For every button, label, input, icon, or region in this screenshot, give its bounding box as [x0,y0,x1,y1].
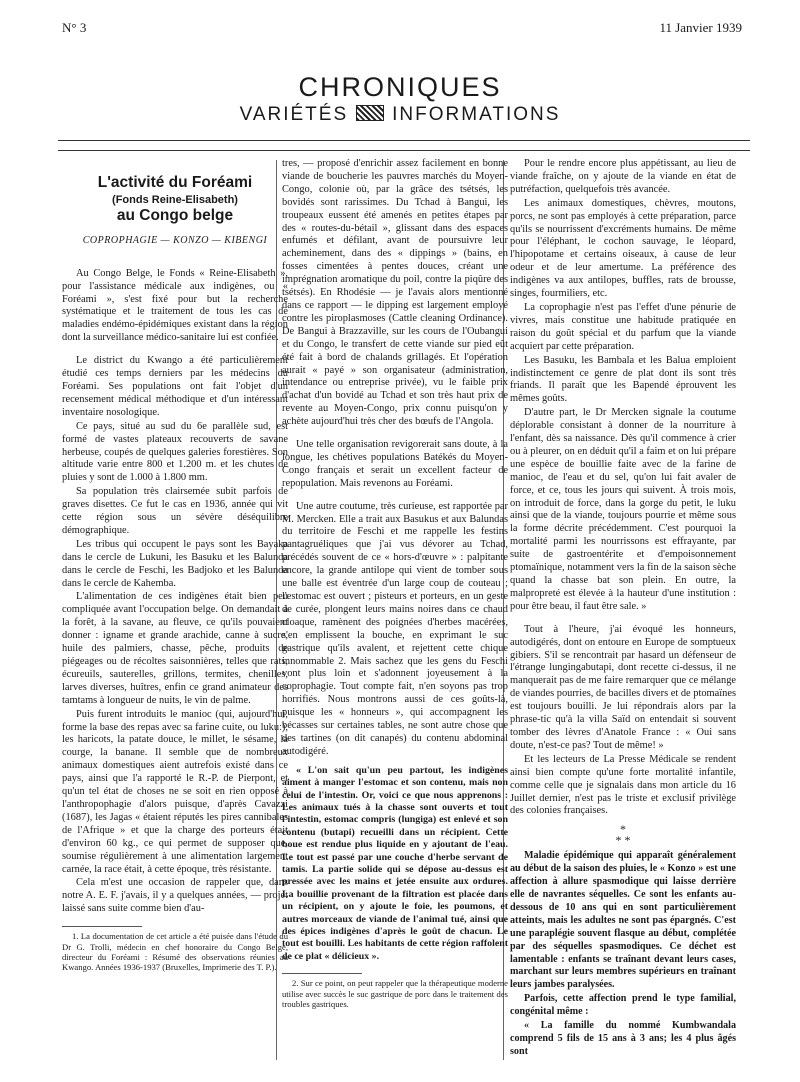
masthead-informations: INFORMATIONS [392,104,561,125]
footnote-1: 1. La documentation de cet article a été puisée dans l'étude du Dr G. Trolli, médecin en chef honoraire du Congo Belge, directeur du Foréami : Résumé des observations réunies au Kwango. Années 1936-1937 (Bruxelles, Imprimerie des T. P.). [62,931,288,973]
article-keywords: COPROPHAGIE — KONZO — KIBENGI [82,234,268,246]
masthead-emblem-icon [356,105,384,121]
paragraph: Ce pays, situé au sud du 6e parallèle sud, est formé de vastes plateaux recouverts de savane herbeuse, coupés de quelques galeries forestières. Son altitude varie entre 800 et 1.200 m. et les chutes de pluies y sont de 1.000 à 1.800 mm. [62,420,288,484]
paragraph: Le district du Kwango a été particulièrement étudié ces temps derniers par les médecins du Foréami. Ses populations ont fait l'objet d'un recensement médical méthodique et d'un intéressant inventaire nosologique. [62,355,288,418]
paragraph: Cela m'est une occasion de rappeler que, dans notre A. E. F. j'avais, il y a quelques années, — projet laissé sans suite comme bien d'au- [62,877,288,915]
section-separator: * * * [615,822,631,848]
masthead-chroniques: CHRONIQUES [298,72,502,102]
article-subtitle: (Fonds Reine-Elisabeth) [112,194,238,206]
article-location: au Congo belge [116,206,234,224]
column-2 [282,158,508,1010]
paragraph: Les animaux domestiques, chèvres, moutons, porcs, ne sont pas employés à cette préparation, parce qu'ils se nourrissent d'excréments humains. De même pour l'éléphant, le cochon sauvage, le léopard, l'hipopotame et certains oiseaux, à cause de leur odeur et de leur amertume. La préférence des indigènes va aux antilopes, buffles, rats de brousse, singes, fourmiliers, etc. [510,197,736,300]
masthead-rule-top [58,140,750,141]
issue-date: 11 Janvier 1939 [659,20,742,35]
paragraph: Puis furent introduits le manioc (qui, aujourd'hui, forme la base des repas avec sa farine cuite, ou lukuː), les haricots, la patate douce, le millet, le sésame, la courge, la banane. Il semble que de nombreux animaux domestiques aient autrefois existé dans ce pays, ainsi que l'a rapporté le R.-P. de Pierpont, et qu'un tel état de choses ne se soit en rien opposé à l'anthropophagie d'alors puisque, d'après Cavazzi (1687), les Jagas « étaient réputés les pires cannibales de l'Afrique » et que la charge des porteurs était d'environ 60 kg., ce qui permet de supposer que, soumise régulièrement à une alimentation largement carnée, la race était, à cette époque, très résistante. [62,708,288,875]
column-3 [510,158,736,1059]
quotation: « L'on sait qu'un peu partout, les indigènes aiment à manger l'estomac et son contenu, mais non celui de l'intestin. Or, voici ce que nous apprenons : Les animaux tués à la chasse sont ouverts et tout l'intestin, estomac compris (lungiga) est enlevé et son contenu (butapi) recueilli dans un récipient. Cette boue est rendue plus liquide en y ajoutant de l'eau. Le tout est passé par une couche d'herbe servant de tamis. La partie solide qui se dépose au-dessus est pressée avec les mains et jetée ensuite aux ordures. La bouillie provenant de la filtration est placée dans un récipient, on y ajoute le foie, les poumons, et autres morceaux de viande de l'animal tué, ainsi que des épices indigènes d'après le goût de chacun. Le tout est bouilli. Les habitants de cette région raffolent de ce plat « délicieux ». [282,764,508,962]
paragraph: Les Basuku, les Bambala et les Balua emploient indistinctement ce genre de plat dont ils sont très friands. Il paraît que les Bapendé éprouvent les mêmes goûts. [510,354,736,405]
paragraph: Les tribus qui occupent le pays sont les Bayaka dans le cercle de Lukuni, les Basuku et les Balunda dans le cercle de Feschi, les Badjoko et les Balunda dans le cercle de Kahemba. [62,538,288,589]
issue-number: N° 3 [62,20,87,35]
paragraph: Sa population très clairsemée subit parfois de graves disettes. Ce fut le cas en 1936, année qui vit cette région sous un sévère déséquilibre démographique. [62,486,288,536]
footnote-2: 2. Sur ce point, on peut rappeler que la thérapeutique moderne utilise avec succès le suc gastrique de porc dans le traitement des troubles gastriques. [282,978,508,1010]
paragraph: Parfois, cette affection prend le type familial, congénital même : [510,993,736,1018]
masthead-rule-bottom [58,150,750,151]
paragraph: L'alimentation de ces indigènes était bien peu compliquée avant l'occupation belge. On demandait à la forêt, à la savane, au fleuve, ce qu'ils pouvaient donner : igname et grande arachide, canne à sucre, huile des palmiers, chasse, pêche, produits de piégeages ou de récoltes saisonnières, telles que rats, écureuils, sauterelles, grillons, termites, chenilles, larves diverses, huîtres, enfin ce grand animateur des tamtams à longueur de nuits, le vin de palme. [62,591,288,706]
masthead-varietes: VARIÉTÉS [239,104,349,125]
paragraph: Une autre coutume, très curieuse, est rapportée par M. Mercken. Elle a trait aux Basukus et aux Balundas du territoire de Feschi et me rappelle les festins pantagruéliques que j'ai vus dévorer au Tchad, précédés souvent de ce « hors-d'œuvre » : palpitante encore, la grande antilope qui vient de tomber sous une balle est éventrée d'un large coup de couteau ; l'estomac est ouvert ; pisteurs et porteurs, en un geste de curée, plongent leurs mains noires dans ce chaud cloaque, ramènent des poignées d'herbes macérées, s'en emplissent la bouche, en exprimant le suc gastrique qu'ils avalent, et rejettent cette chique innommable 2. Mais sachez que les gens du Feschi vont plus loin et s'adonnent joyeusement à la coprophagie. Tout compte fait, n'en soyons pas trop horrifiés. Nous montrons aussi de ces goûts-là, puisque les « honneurs », qui accompagnent les bécasses sur certaines tables, ne sont autre chose que des tartines (on dit canapés) du contenu abdominal autodigéré. [282,500,508,757]
column-1 [62,158,288,973]
paragraph: tres, — proposé d'enrichir assez facilement en bonne viande de boucherie les pauvres marchés du Moyen-Congo, colonie où, par la grâce des tsétsés, les bovidés sont rarissimes. Du Tchad à Bangui, les troupeaux eussent été amenés en petites étapes par des « routes-du-bétail », glissant dans des espaces enfumés et défilant, avant de poursuivre leur acheminement, dans des « dippings » (bains, en fosses cimentées à pentes douces, créant une imprégnation aromatique du poil, contre la piqûre des tsétsés). En Rhodésie — je l'avais alors mentionné dans ce rapport — le dipping est largement employé contre les piroplasmoses (Cattle cleaning Ordinance). De Bangui à Brazzaville, sur les cours de l'Oubangui et du Congo, le transfert de cette viande sur pied eût été fait à bord de chalands grillagés. Et l'opération aurait « payé » son organisateur (administration, intendance ou entreprise privée), vu le faible prix d'achat d'un bovidé au Tchad et son très haut prix de revente au Moyen-Congo, prix connu puisqu'on y achète aujourd'hui très cher des bœufs de l'Angola. [282,158,508,428]
footnote-rule [62,926,142,927]
footnote-rule [282,973,362,974]
paragraph: Maladie épidémique qui apparaît généralement au début de la saison des pluies, le « Konzo » est une affection à allure spasmodique qui laisse derrière elle de navrantes séquelles. Ce sont les enfants au-dessous de 10 ans qui en sont particulièrement atteints, mais les adultes ne sont pas épargnés. C'est une paraplégie souvent flasque au début, complétée par des séquelles spasmodiques. Ce déchet est lamentable : enfants se traînant devant leurs cases, marchant sur leurs membres supérieurs en traînant leurs jambes paralysées. [510,850,736,991]
paragraph: Une telle organisation revigorerait sans doute, à la longue, les chétives populations Batékés du Moyen-Congo français et serait un excellent facteur de repopulation. Mais revenons au Foréami. [282,439,508,489]
paragraph: Et les lecteurs de La Presse Médicale se rendent ainsi bien compte qu'une forte mortalité infantile, comme celle que je signalais dans mon article du 16 Juillet dernier, n'est pas le triste et exclusif privilège des colonies françaises. [510,753,736,817]
article-title: L'activité du Foréami [97,174,253,191]
paragraph: Au Congo Belge, le Fonds « Reine-Elisabeth », pour l'assistance médicale aux indigènes, ou « Foréami », s'est fixé pour but la recherche systématique et le traitement de tous les cas de maladies endémo-épidémiques existant dans la région dont la surveillance médico-sanitaire lui est confiée. [62,267,288,344]
paragraph: Tout à l'heure, j'ai évoqué les honneurs, autodigérés, dont on entoure en Europe de somptueux gibiers. S'il se rencontrait par hasard un défenseur de l'étrange lungingabutapi, dont recette ci-dessus, il ne manquerait pas de me faire remarquer que ce mélange de viandes pourries, de bacilles divers et de ptomaïnes est toujours bouilli. Je lui répondrais alors par la phrase-tic qu'à la villa Saïd on entendait si souvent tomber des lèvres d'Anatole France : « Oui sans doute, n'est-ce pas? Tout de même! » [510,623,736,751]
paragraph: Pour le rendre encore plus appétissant, au lieu de viande fraîche, on y ajoute de la viande en état de putréfaction, quelquefois très avancée. [510,158,736,195]
paragraph: D'autre part, le Dr Mercken signale la coutume déplorable consistant à donner de la nourriture à l'enfant, dès sa naissance. Dès qu'il commence à crier ou à pleurer, on en déduit qu'il a faim et on lui prépare une espèce de bouillie faite avec de la farine de manioc, de l'eau et du sel, qu'on lui fait avaler de force, et ce, tous les jours qui suivent. À trois mois, on introduit de force, dans la gorge du petit, le luku ainsi que de la viande, toujours pourrie et même sous la forme décrite précédemment. C'est pourquoi la mortalité parmi les nourrissons est effrayante, par suite de gastroentérite et d'empoisonnement ptomaïnique, notamment vers la fin de la saison sèche quand la chasse bat son plein. En outre, la malpropreté est élevée à la hauteur d'une institution : pour être beau, il faut être sale. » [510,407,736,612]
paragraph: « La famille du nommé Kumbwandala comprend 5 fils de 15 ans à 3 ans; les 4 plus âgés sont [510,1020,736,1057]
masthead-subline [0,104,800,126]
paragraph: La coprophagie n'est pas l'effet d'une pénurie de vivres, mais constitue une habitude pratiquée en raison du goût spécial et du parfum que la viande acquiert par cette préparation. [510,301,736,352]
